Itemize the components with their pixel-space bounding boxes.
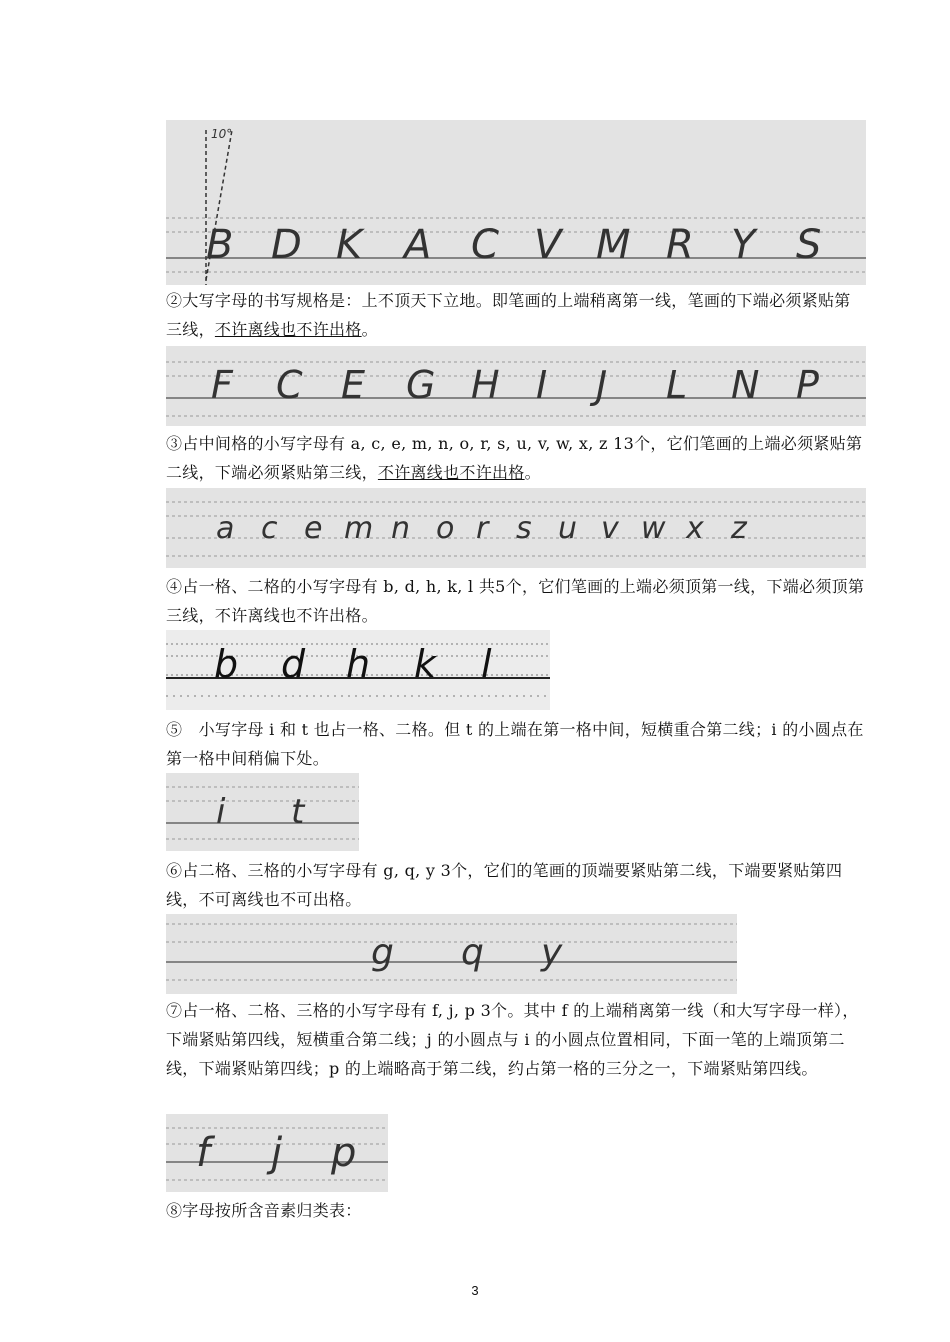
paragraph-4: ④占一格、二格的小写字母有 b, d, h, k, l 共5个，它们笔画的上端必须顶第一线，下端必须顶第三线，不许离线也不许出格。 — [166, 577, 865, 625]
letter: C — [276, 363, 303, 407]
letter: f — [196, 1130, 211, 1176]
letter: V — [534, 222, 562, 268]
paragraph-6: ⑥占二格、三格的小写字母有 g, q, y 3个，它们的笔画的顶端要紧贴第二线，下端要紧贴第四线，不可离线也不可出格。 — [166, 861, 843, 909]
letter: C — [471, 222, 499, 268]
letter: o — [436, 511, 455, 546]
letter: h — [346, 642, 371, 686]
letter: j — [271, 1130, 283, 1176]
letter: z — [731, 511, 747, 546]
letter: R — [666, 222, 694, 268]
handwriting-strip-6 — [166, 914, 737, 994]
letter: N — [731, 363, 760, 407]
letter: u — [558, 511, 578, 546]
letter: g — [371, 932, 394, 973]
letter: G — [406, 363, 436, 407]
letter: d — [281, 642, 306, 686]
handwriting-strip-2 — [166, 346, 866, 426]
handwriting-strip-3 — [166, 488, 866, 568]
letter: w — [641, 511, 666, 546]
letter: J — [596, 363, 608, 407]
letter: e — [304, 511, 323, 546]
letter: Y — [731, 222, 756, 268]
figure-descending — [166, 914, 737, 994]
letter: B — [206, 222, 234, 268]
figure-i-t — [166, 773, 359, 851]
letter: E — [341, 363, 366, 407]
letter: i — [216, 792, 226, 832]
letter: p — [331, 1130, 357, 1176]
paragraph-2: ②大写字母的书写规格是：上不顶天下立地。即笔画的上端稍离第一线，笔画的下端必须紧贴第三线，不许离线也不许出格。 — [166, 291, 851, 339]
paragraph-3: ③占中间格的小写字母有 a, c, e, m, n, o, r, s, u, v, w, x, z 13个，它们笔画的上端必须紧贴第二线，下端必须紧贴第三线，不许离线也不许出格。 — [166, 434, 863, 482]
letter: b — [214, 642, 239, 686]
figure-capital-letters-1 — [166, 120, 866, 285]
letter: y — [541, 932, 563, 973]
letter: k — [414, 642, 437, 686]
letter: S — [796, 222, 822, 268]
paragraph-8: ⑧字母按所含音素归类表： — [166, 1201, 362, 1220]
letter: D — [271, 222, 302, 268]
letter: c — [261, 511, 278, 546]
letter: H — [471, 363, 500, 407]
figure-lowercase-middle — [166, 488, 866, 568]
letter: a — [216, 511, 235, 546]
letter: A — [404, 222, 432, 268]
paragraph-5: ⑤ 小写字母 i 和 t 也占一格、二格。但 t 的上端在第一格中间，短横重合第二线；i 的小圆点在第一格中间稍偏下处。 — [166, 720, 864, 768]
letter: K — [336, 222, 363, 268]
handwriting-strip-5 — [166, 773, 359, 851]
letter: m — [344, 511, 374, 546]
letter: t — [291, 792, 305, 832]
letter: v — [601, 511, 619, 546]
figure-lowercase-ascending — [166, 630, 550, 710]
handwriting-strip-7 — [166, 1114, 388, 1192]
figure-f-j-p — [166, 1114, 388, 1192]
letter: P — [796, 363, 819, 407]
letter: x — [686, 511, 704, 546]
letter: L — [666, 363, 688, 407]
letter: l — [481, 642, 492, 686]
letter: r — [476, 511, 489, 546]
letter: I — [536, 363, 548, 407]
angle-label: 10° — [211, 127, 233, 141]
letter: s — [516, 511, 532, 546]
page-number: 3 — [471, 1283, 479, 1298]
handwriting-strip-4 — [166, 630, 550, 710]
letter: n — [391, 511, 411, 546]
letter: q — [461, 932, 484, 973]
paragraph-7: ⑦占一格、二格、三格的小写字母有 f, j, p 3个。其中 f 的上端稍离第一线（和大写字母一样），下端紧贴第四线，短横重合第二线；j 的小圆点与 i 的小圆点位置相同，下面一笔的上端顶第二线，下端紧贴第四线；p 的上端略高于第二线，约占第一格的三分之一，下端紧贴第四线。 — [166, 1001, 859, 1078]
letter: F — [211, 363, 233, 407]
figure-capital-letters-2 — [166, 346, 866, 426]
letter: M — [596, 222, 631, 268]
handwriting-strip-1 — [166, 120, 866, 285]
